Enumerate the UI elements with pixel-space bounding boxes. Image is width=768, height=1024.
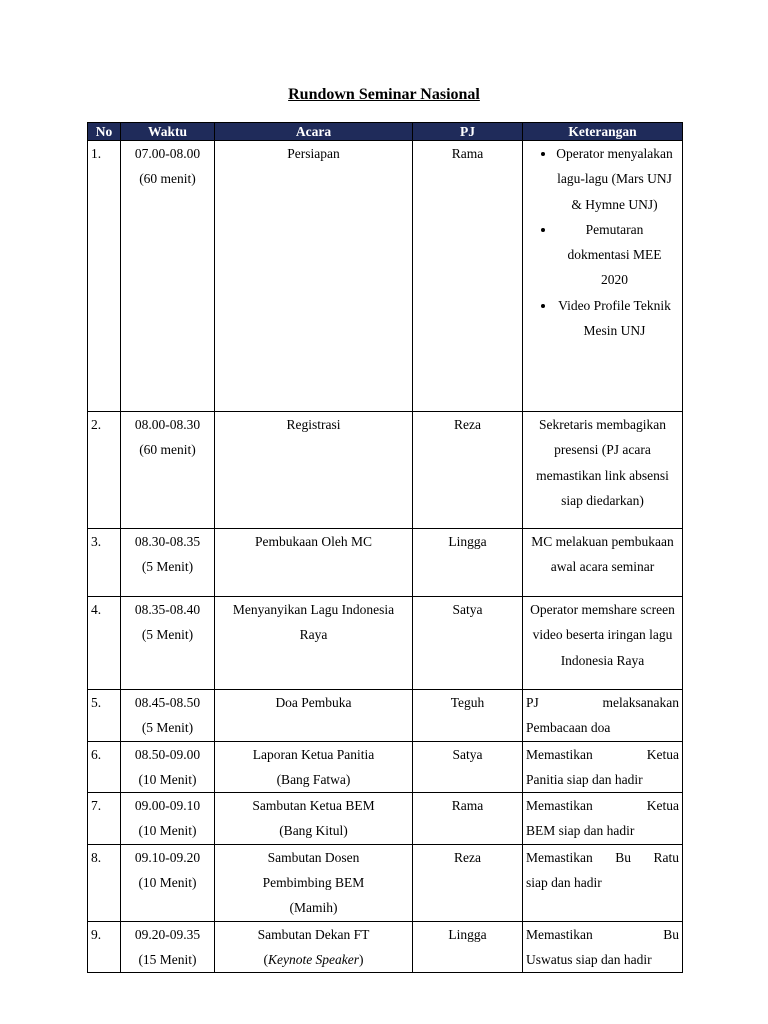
cell-pj: Lingga	[413, 529, 523, 597]
cell-keterangan	[523, 141, 683, 412]
table-header-row	[88, 123, 683, 141]
cell-waktu	[121, 741, 215, 793]
acara-line: (Bang Fatwa)	[276, 771, 351, 787]
cell-acara	[215, 921, 413, 973]
table-row	[88, 844, 683, 921]
cell-waktu	[121, 529, 215, 597]
cell-keterangan: MC melakuan pembukaan awal acara seminar	[523, 529, 683, 597]
table-row	[88, 741, 683, 793]
list-item: • Operator menyalakan lagu-lagu (Mars UNJ & Hymne UNJ)	[556, 141, 679, 217]
cell-time: 09.00-09.10	[134, 798, 201, 814]
header-acara: Acara	[215, 123, 413, 141]
acara-line: (Mamih)	[289, 900, 338, 916]
cell-waktu	[121, 921, 215, 973]
cell-duration: (15 Menit)	[138, 951, 197, 967]
cell-pj: Rama	[413, 141, 523, 412]
cell-acara: Persiapan	[215, 141, 413, 412]
cell-time: 09.10-09.20	[134, 849, 201, 865]
table-row	[88, 141, 683, 412]
acara-line	[218, 947, 409, 972]
acara-line: Sambutan Dosen	[267, 849, 360, 865]
document-title: Rundown Seminar Nasional	[288, 86, 480, 103]
cell-no: 1.	[88, 141, 121, 412]
cell-duration: (5 Menit)	[141, 720, 194, 736]
cell-duration: (5 Menit)	[141, 559, 194, 575]
cell-keterangan	[523, 793, 683, 845]
cell-no: 2.	[88, 412, 121, 529]
cell-pj: Satya	[413, 741, 523, 793]
keynote-speaker-italic: Keynote Speaker	[267, 951, 360, 967]
cell-waktu	[121, 690, 215, 742]
cell-duration: (60 menit)	[139, 171, 196, 187]
header-pj: PJ	[413, 123, 523, 141]
keterangan-line: Panitia siap dan hadir	[526, 771, 643, 787]
keterangan-line: Memastikan Bu Ratu	[526, 849, 679, 865]
keterangan-line: PJ melaksanakan	[526, 695, 679, 710]
cell-keterangan: Operator memshare screen video beserta iringan lagu Indonesia Raya	[523, 597, 683, 690]
cell-keterangan	[523, 690, 683, 742]
cell-no: 7.	[88, 793, 121, 845]
cell-waktu	[121, 597, 215, 690]
cell-duration: (10 Menit)	[138, 771, 197, 787]
cell-time: 09.20-09.35	[134, 926, 201, 942]
keterangan-line: BEM siap dan hadir	[526, 823, 635, 839]
cell-keterangan	[523, 921, 683, 973]
cell-duration: (60 menit)	[139, 442, 196, 458]
cell-time: 08.30-08.35	[134, 534, 201, 549]
keterangan-line: Pembacaan doa	[526, 720, 611, 736]
cell-time: 08.35-08.40	[134, 602, 201, 617]
cell-pj: Teguh	[413, 690, 523, 742]
acara-line: Laporan Ketua Panitia	[252, 746, 375, 762]
list-item: • Pemutaran dokmentasi MEE 2020	[556, 217, 679, 293]
cell-keterangan: Sekretaris membagikan presensi (PJ acara memastikan link absensi siap diedarkan)	[523, 412, 683, 529]
header-waktu: Waktu	[121, 123, 215, 141]
cell-waktu	[121, 793, 215, 845]
cell-pj: Lingga	[413, 921, 523, 973]
acara-line: Sambutan Dekan FT	[257, 926, 370, 942]
keterangan-line: Memastikan Ketua	[526, 746, 679, 762]
table-row	[88, 690, 683, 742]
list-item: • Video Profile Teknik Mesin UNJ	[556, 293, 679, 344]
header-no: No	[88, 123, 121, 141]
cell-time: 07.00-08.00	[134, 146, 201, 161]
cell-acara: Menyanyikan Lagu Indonesia Raya	[215, 597, 413, 690]
keterangan-line: Memastikan Ketua	[526, 798, 679, 814]
header-keterangan: Keterangan	[523, 123, 683, 141]
table-row	[88, 529, 683, 597]
table-row	[88, 921, 683, 973]
cell-no: 6.	[88, 741, 121, 793]
cell-acara: Pembukaan Oleh MC	[215, 529, 413, 597]
cell-pj: Rama	[413, 793, 523, 845]
cell-time: 08.50-09.00	[134, 746, 201, 762]
paren-open: (	[263, 951, 268, 967]
cell-duration: (10 Menit)	[138, 823, 197, 839]
acara-line: Pembimbing BEM	[262, 875, 365, 891]
cell-acara	[215, 741, 413, 793]
cell-no: 4.	[88, 597, 121, 690]
cell-no: 3.	[88, 529, 121, 597]
cell-no: 9.	[88, 921, 121, 973]
cell-acara: Registrasi	[215, 412, 413, 529]
acara-line: Sambutan Ketua BEM	[252, 798, 375, 814]
keterangan-line: siap dan hadir	[526, 875, 602, 891]
cell-time: 08.00-08.30	[134, 417, 201, 432]
cell-waktu	[121, 141, 215, 412]
cell-acara	[215, 793, 413, 845]
keterangan-bullet-list	[526, 141, 679, 343]
keterangan-line: Uswatus siap dan hadir	[526, 951, 652, 967]
paren-close: )	[359, 951, 364, 967]
cell-waktu	[121, 844, 215, 921]
cell-acara: Doa Pembuka	[215, 690, 413, 742]
cell-keterangan	[523, 844, 683, 921]
table-row	[88, 597, 683, 690]
cell-duration: (10 Menit)	[138, 875, 197, 891]
cell-pj: Satya	[413, 597, 523, 690]
cell-no: 8.	[88, 844, 121, 921]
acara-line: (Bang Kitul)	[279, 823, 348, 839]
cell-pj: Reza	[413, 844, 523, 921]
cell-keterangan	[523, 741, 683, 793]
table-row	[88, 412, 683, 529]
cell-pj: Reza	[413, 412, 523, 529]
cell-no: 5.	[88, 690, 121, 742]
cell-acara	[215, 844, 413, 921]
cell-time: 08.45-08.50	[134, 695, 201, 710]
cell-duration: (5 Menit)	[141, 627, 194, 643]
cell-waktu	[121, 412, 215, 529]
table-row	[88, 793, 683, 845]
keterangan-line: Memastikan Bu	[526, 926, 679, 942]
rundown-table	[87, 122, 683, 973]
